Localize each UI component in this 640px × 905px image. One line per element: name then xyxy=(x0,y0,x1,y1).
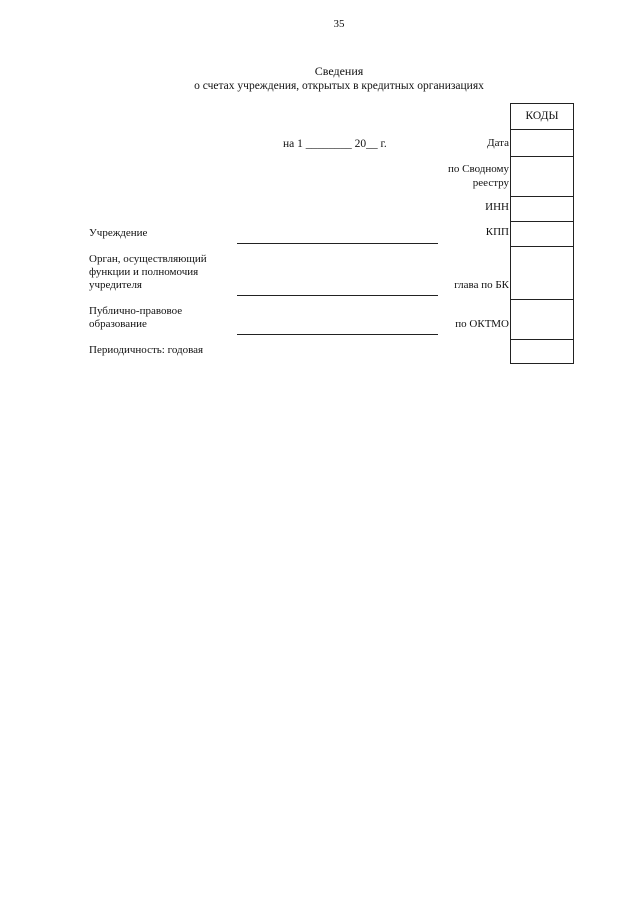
entity-field-line[interactable] xyxy=(237,334,438,335)
label-periodicity: Периодичность: годовая xyxy=(89,344,204,356)
code-cell-kpp xyxy=(511,221,573,246)
label-institution: Учреждение xyxy=(89,227,148,239)
label-date: Дата xyxy=(487,137,509,149)
code-cell-budget-chapter xyxy=(511,246,573,299)
label-budget-chapter: глава по БК xyxy=(454,279,509,291)
report-date-line: на 1 ________ 20__ г. xyxy=(283,138,387,150)
label-entity-line-2: образование xyxy=(89,318,147,330)
label-registry-line-1: по Сводному xyxy=(447,163,509,175)
label-entity-line-1: Публично-правовое xyxy=(89,305,183,317)
code-cell-oktmo xyxy=(511,299,573,339)
founder-field-line[interactable] xyxy=(237,295,438,296)
label-founder-line-3: учредителя xyxy=(89,279,142,291)
codes-header: КОДЫ xyxy=(525,110,559,122)
label-founder-line-1: Орган, осуществляющий xyxy=(89,253,207,265)
code-cell-registry xyxy=(511,156,573,196)
label-registry-line-2: реестру xyxy=(472,177,509,189)
code-cell-date xyxy=(511,129,573,156)
institution-field-line[interactable] xyxy=(237,243,438,244)
code-cell-inn xyxy=(511,196,573,221)
page-number: 35 xyxy=(333,18,345,30)
label-inn: ИНН xyxy=(485,201,509,213)
code-cell-periodicity xyxy=(511,339,573,363)
title-line-1: Сведения xyxy=(314,64,364,78)
label-kpp: КПП xyxy=(485,226,509,238)
title-line-2: о счетах учреждения, открытых в кредитных организациях xyxy=(194,80,484,92)
label-oktmo: по ОКТМО xyxy=(455,318,509,330)
document-title xyxy=(0,64,640,94)
label-founder-line-2: функции и полномочия xyxy=(89,266,199,278)
codes-table xyxy=(510,103,574,364)
